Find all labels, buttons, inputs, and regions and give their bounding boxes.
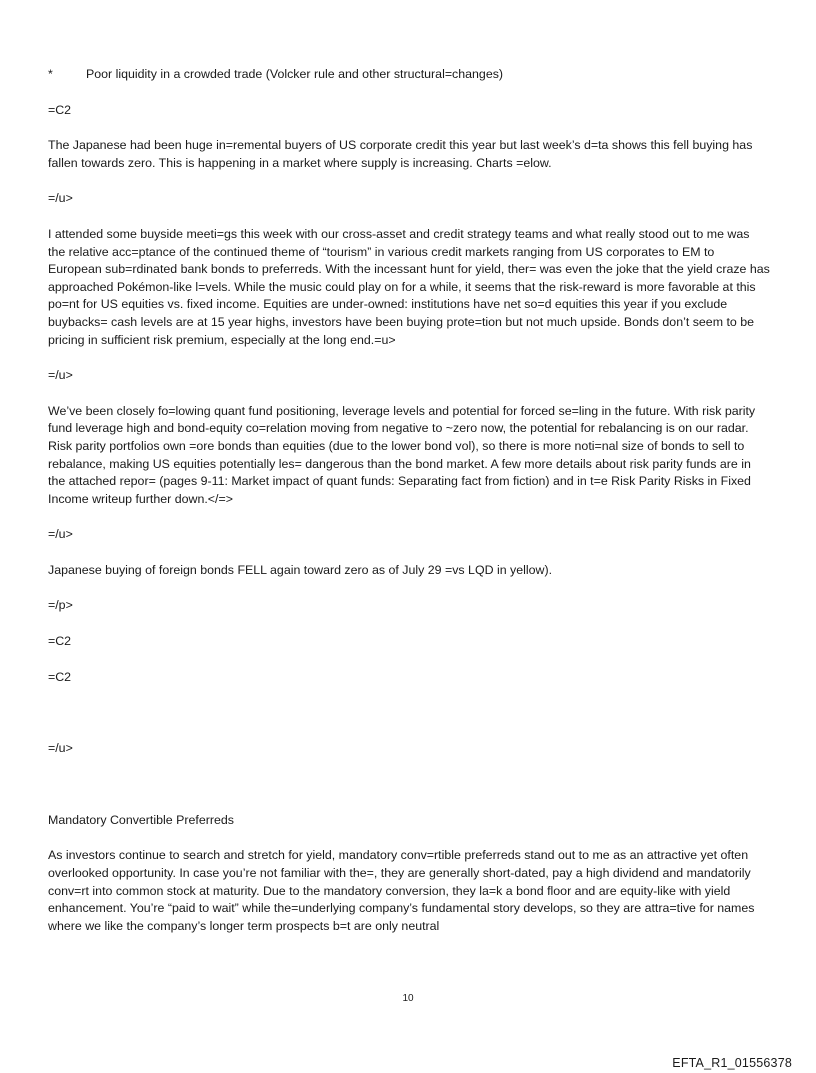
paragraph-japanese-buyers: The Japanese had been huge in=remental buyers of US corporate credit this year but last week’s d=ta shows this fell buying has fallen towards zero. This is happening in a market where supply is increasing. Charts =elow. (48, 138, 753, 170)
artifact-line: =C2 (48, 102, 72, 117)
artifact-line: =/u> (48, 191, 73, 206)
paragraph-mandatory-convertibles: As investors continue to search and stretch for yield, mandatory conv=rtible preferreds stand out to me as an attractive yet often overlooked opportunity. In case you’re not familiar with the=, they are generally short-dated, pay a high dividend and mandatorily conv=rt into common stock at maturity. Due to the mandatory conversion, they la=k a bond floor and are equity-like with yield enhancement. You’re “paid to wait” while the=underlying company’s fundamental story develops, so they are attra=tive for names where we like the company’s longer term prospects b=t are only neutral (48, 848, 755, 933)
bullet-text: Poor liquidity in a crowded trade (Volcker rule and other structural=changes) (86, 67, 504, 81)
artifact-line: =C2 (48, 634, 72, 649)
artifact-line: =/p> (48, 598, 73, 613)
paragraph-buyside-meetings: I attended some buyside meeti=gs this week with our cross-asset and credit strategy teams and what really stood out to me was the relative acc=ptance of the continued theme of “tourism” in various credit markets ranging from US corporates to EM to European sub=rdinated bank bonds to preferreds. With the incessant hunt for yield, ther= was even the joke that the yield craze has approached Pokémon-like l=vels. While the music could play on for a while, it seems that the risk-reward is more favorable at this po=nt for US equities vs. fixed income. Equities are under-owned: institutions have net so=d equities this year if you exclude buybacks= cash levels are at 15 year highs, investors have been buying prote=tion but not much upside. Bonds don’t seem to be pricing in sufficient risk premium, especially at the long end.=u> (48, 226, 770, 347)
document-id: EFTA_R1_01556378 (672, 1056, 792, 1070)
paragraph-foreign-bonds: Japanese buying of foreign bonds FELL again toward zero as of July 29 =vs LQD in yellow). (48, 562, 553, 577)
artifact-line: =/u> (48, 527, 73, 542)
artifact-line: =/u> (48, 741, 73, 756)
artifact-line: =/u> (48, 368, 73, 383)
bullet-item (48, 66, 770, 84)
document-body (48, 66, 770, 935)
artifact-line: =C2 (48, 669, 72, 684)
bullet-marker: * (48, 67, 53, 81)
section-heading: Mandatory Convertible Preferreds (48, 812, 234, 827)
page-number: 10 (402, 993, 414, 1004)
paragraph-quant-funds: We’ve been closely fo=lowing quant fund positioning, leverage levels and potential for forced se=ling in the future. With risk parity fund leverage high and bond-equity co=relation moving from negative to ~zero now, the potential for rebalancing is on our radar. Risk parity portfolios own =ore bonds than equities (due to the lower bond vol), so there is more noti=nal size of bonds to sell to rebalance, making US equities potentially les= dangerous than the bond market. A few more details about risk parity funds are in the attached repor= (pages 9-11: Market impact of quant funds: Separating fact from fiction) and in t=e Risk Parity Risks in Fixed Income writeup further down.</=> (48, 403, 756, 506)
